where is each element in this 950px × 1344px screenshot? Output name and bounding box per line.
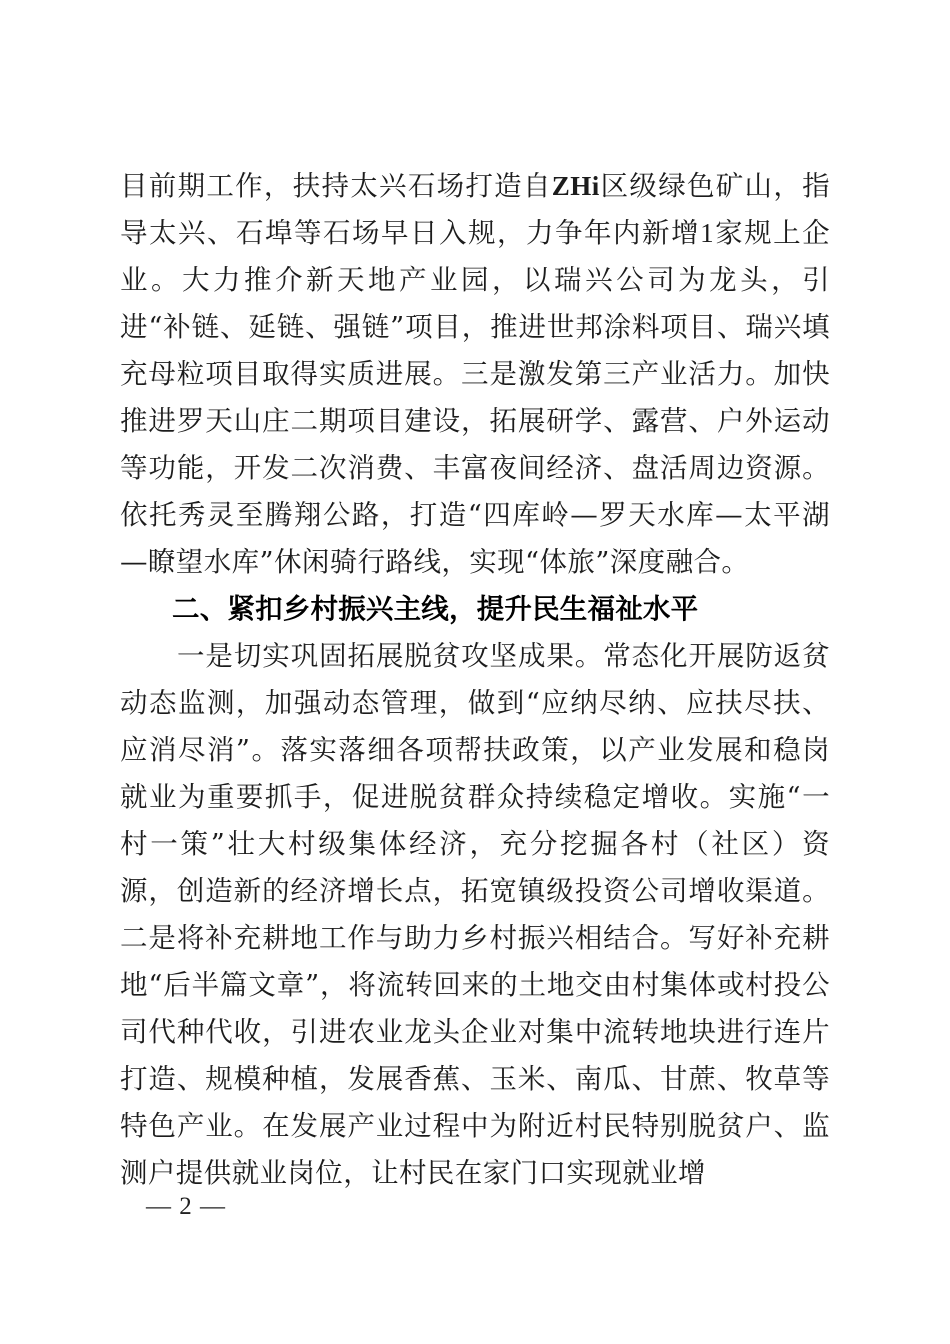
page-number-footer: — 2 — <box>146 1193 226 1220</box>
paragraph-rural-revitalization: 一是切实巩固拓展脱贫攻坚成果。常态化开展防返贫动态监测，加强动态管理，做到“应纳尽纳、应扶尽扶、应消尽消”。落实落细各项帮扶政策，以产业发展和稳岗就业为重要抓手，促进脱贫群众持续稳定增收。实施“一村一策”壮大村级集体经济，充分挖掘各村（社区）资源，创造新的经济增长点，拓宽镇级投资公司增收渠道。二是将补充耕地工作与助力乡村振兴相结合。写好补充耕地“后半篇文章”，将流转回来的土地交由村集体或村投公司代种代收，引进农业龙头企业对集中流转地块进行连片打造、规模种植，发展香蕉、玉米、南瓜、甘蔗、牧草等特色产业。在发展产业过程中为附近村民特别脱贫户、监测户提供就业岗位，让村民在家门口实现就业增 <box>120 640 830 1189</box>
paragraph-1-number: 1 <box>700 218 714 248</box>
paragraph-continuation <box>120 163 830 586</box>
section-heading-two: 二、紧扣乡村振兴主线，提升民生福祉水平 <box>172 593 699 625</box>
paragraph-1-latin-term: ZHi <box>551 171 600 201</box>
paragraph-1-text-c: 家规上企业。大力推介新天地产业园，以瑞兴公司为龙头，引进“补链、延链、强链”项目，推进世邦涂料项目、瑞兴填充母粒项目取得实质进展。三是激发第三产业活力。加快推进罗天山庄二期项目建设，拓展研学、露营、户外运动等功能，开发二次消费、丰富夜间经济、盘活周边资源。依托秀灵至腾翔公路，打造“四库岭—罗天水库—太平湖—瞭望水库”休闲骑行路线，实现“体旅”深度融合。 <box>120 217 830 578</box>
document-body <box>120 163 830 1197</box>
paragraph-1-text-b: 区级绿色矿山，指导太兴、石埠等石场早日入规，力争年内新增 <box>120 170 831 249</box>
paragraph-1-text-a: 目前期工作，扶持太兴石场打造自 <box>120 170 552 202</box>
